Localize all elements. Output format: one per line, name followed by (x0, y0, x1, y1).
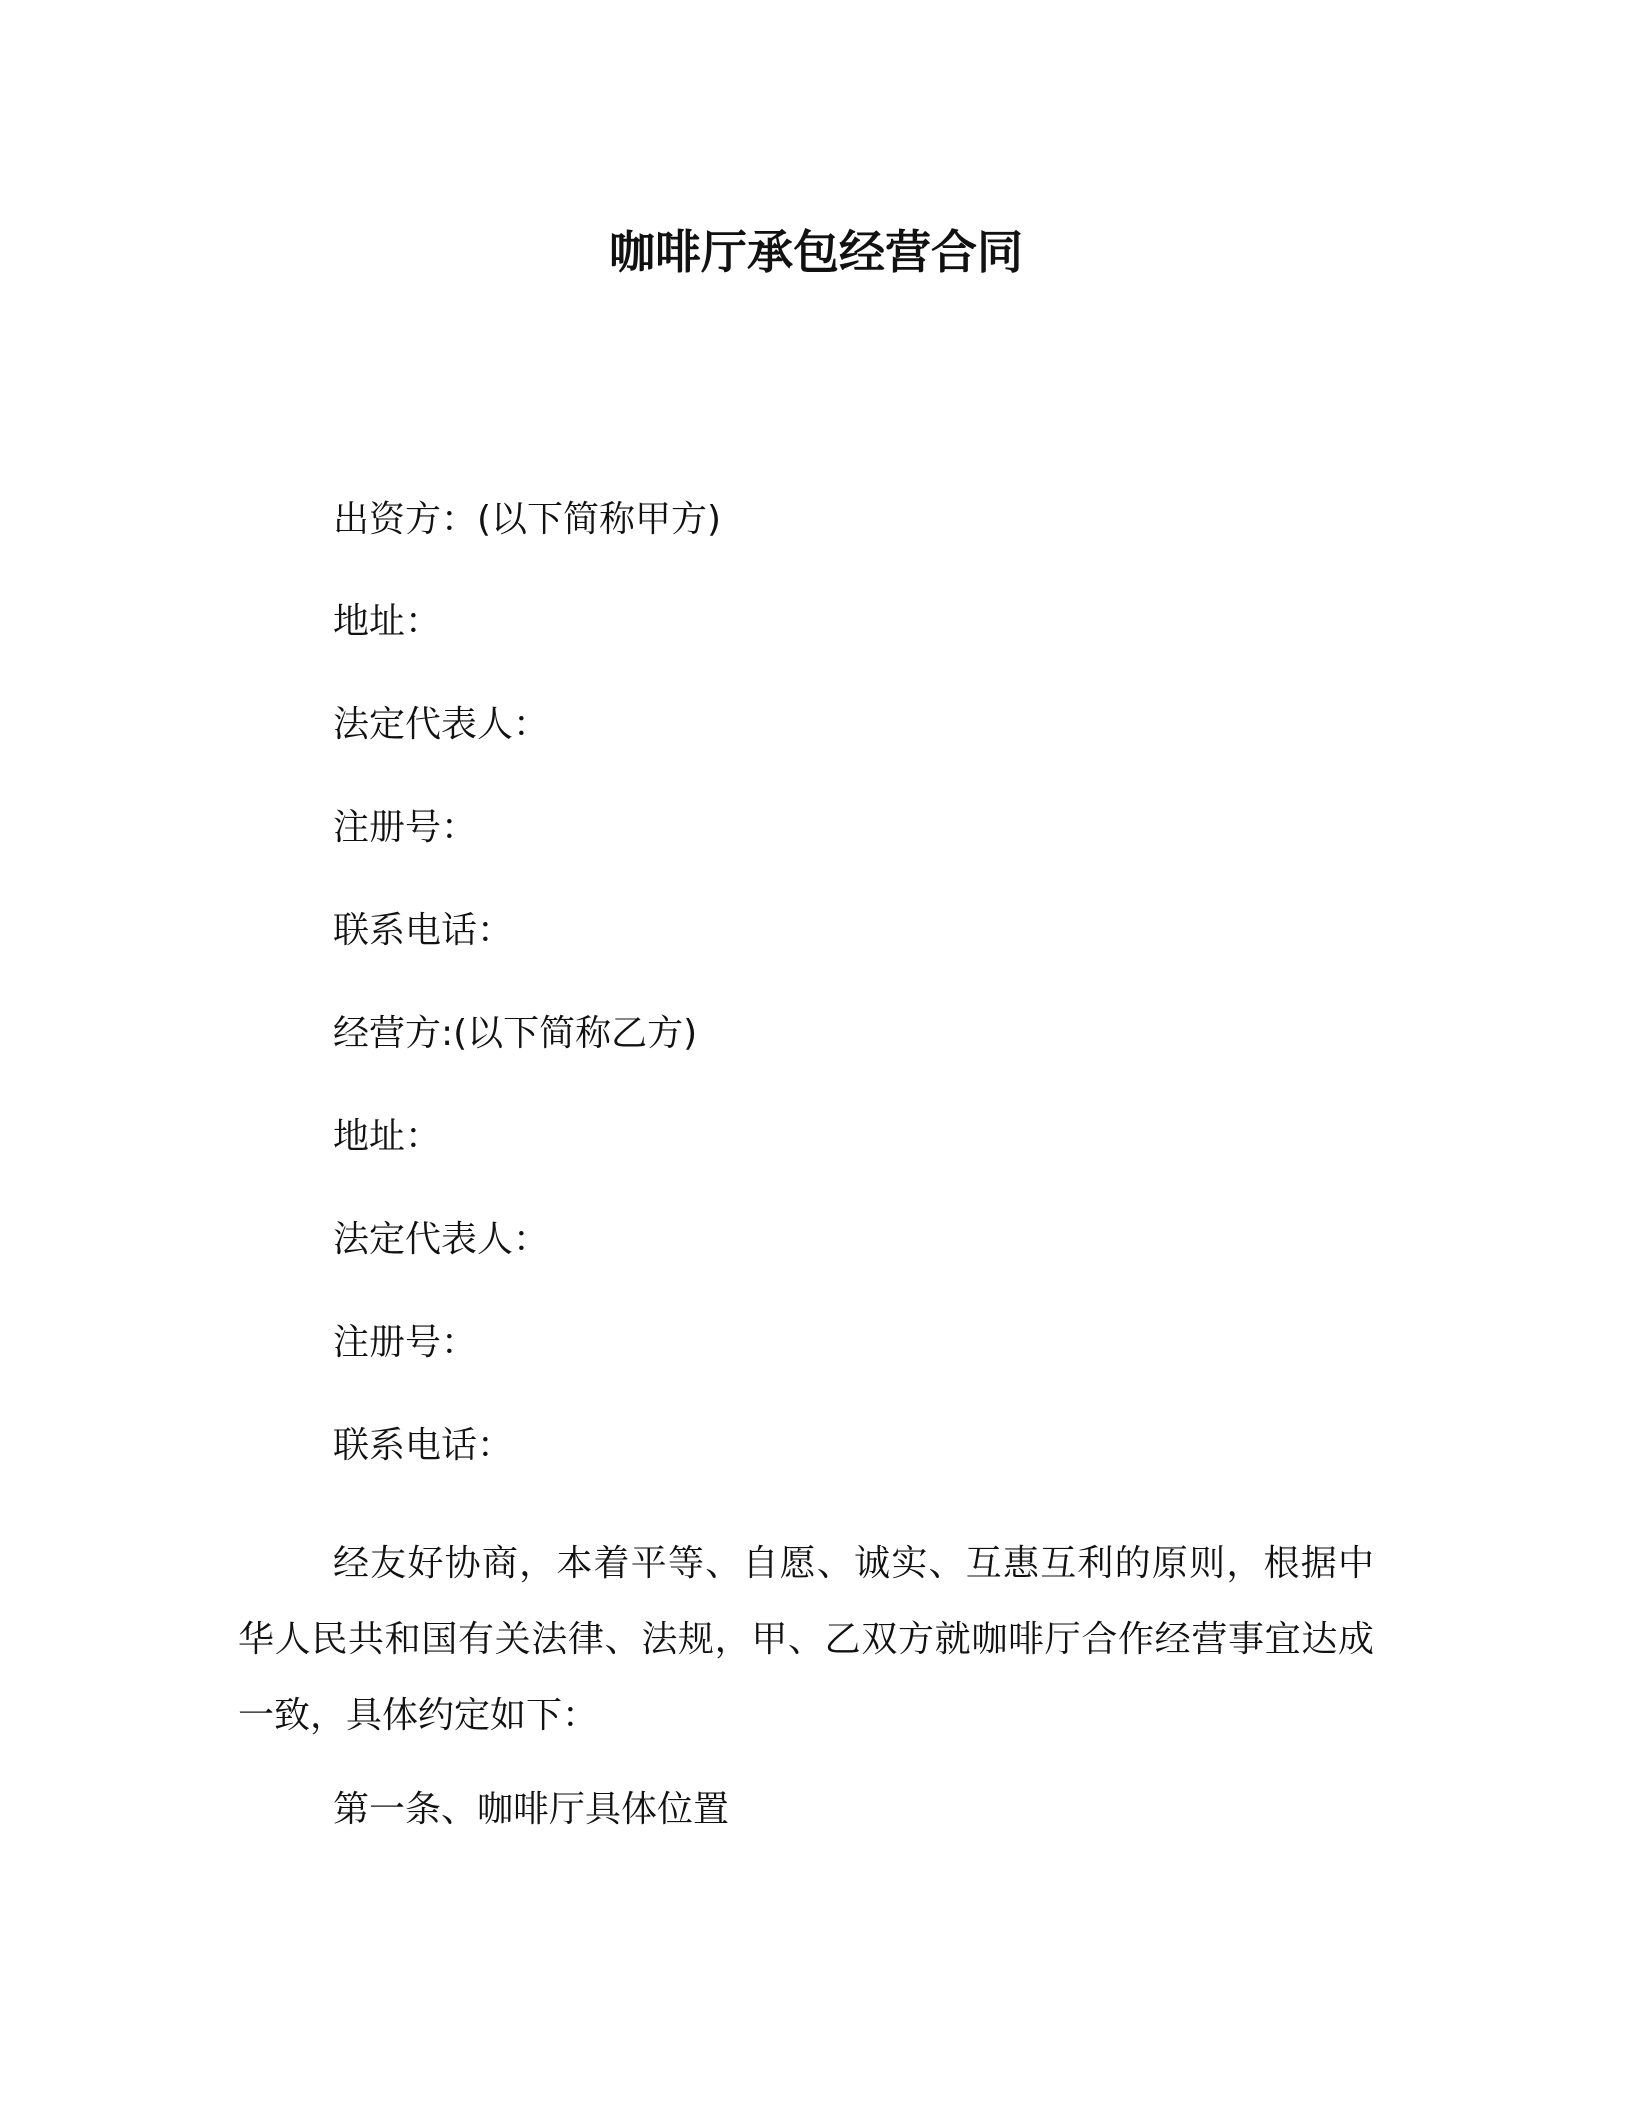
party-b-phone: 联系电话： (333, 1425, 514, 1466)
party-a-legal-rep: 法定代表人： (333, 704, 550, 745)
party-a-phone: 联系电话： (333, 910, 514, 951)
party-b-address: 地址： (333, 1116, 442, 1157)
preamble-paragraph: 经友好协商，本着平等、自愿、诚实、互惠互利的原则，根据中华人民共和国有关法律、法规，甲、乙双方就咖啡厅合作经营事宜达成一致，具体约定如下： (238, 1543, 1374, 1736)
party-b-legal-rep: 法定代表人： (333, 1219, 550, 1260)
document-title: 咖啡厅承包经营合同 (609, 225, 1023, 279)
party-a-heading: 出资方：(以下简称甲方) (333, 499, 722, 540)
party-b-heading: 经营方:(以下简称乙方) (333, 1013, 698, 1054)
party-b-reg-no: 注册号： (333, 1322, 478, 1363)
party-a-reg-no: 注册号： (333, 807, 478, 848)
party-a-address: 地址： (333, 601, 442, 642)
article-1-heading: 第一条、咖啡厅具体位置 (333, 1789, 730, 1830)
